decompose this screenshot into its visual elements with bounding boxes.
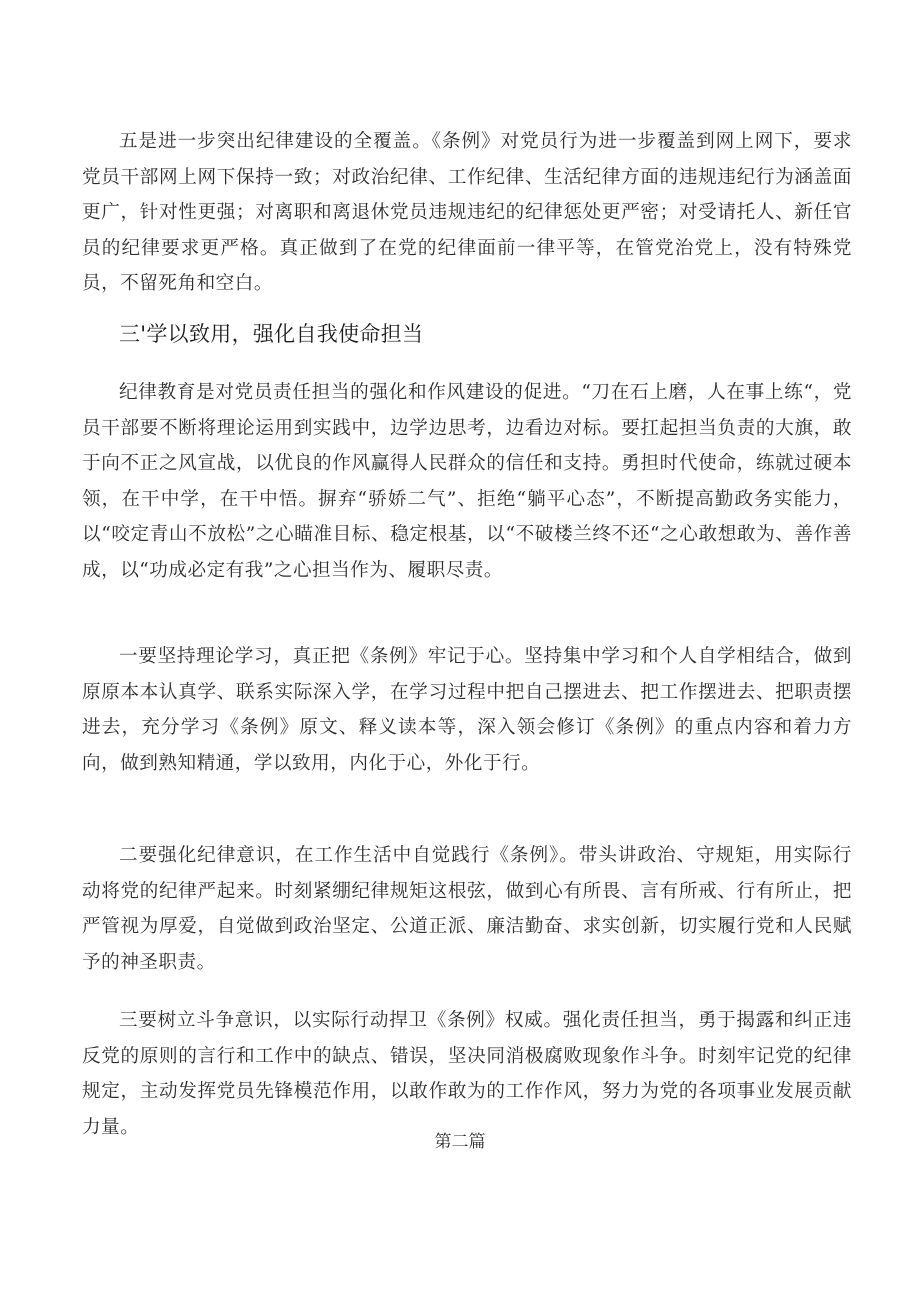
paragraph-struggle-awareness: 三要树立斗争意识，以实际行动捍卫《条例》权威。强化责任担当，勇于揭露和纠正违反党的原则的言行和工作中的缺点、错误，坚决同消极腐败现象作斗争。时刻牢记党的纪律规定，主动发挥党员先锋模范作用，以敢作敢为的工作作风，努力为党的各项事业发展贡献力量。 xyxy=(82,1010,852,1138)
paragraph-theory-study: 一要坚持理论学习，真正把《条例》牢记于心。坚持集中学习和个人自学相结合，做到原原本本认真学、联系实际深入学，在学习过程中把自己摆进去、把工作摆进去、把职责摆进去，充分学习《条例》原文、释义读本等，深入领会修订《条例》的重点内容和着力方向，做到熟知精通，学以致用，内化于心，外化于行。 xyxy=(82,646,852,774)
paragraph-full-coverage: 五是进一步突出纪律建设的全覆盖。《条例》对党员行为进一步覆盖到网上网下，要求党员干部网上网下保持一致；对政治纪律、工作纪律、生活纪律方面的违规违纪行为涵盖面更广，针对性更强；对离职和离退休党员违规违纪的纪律惩处更严密；对受请托人、新任官员的纪律要求更严格。真正做到了在党的纪律面前一律平等，在管党治党上，没有特殊党员，不留死角和空白。 xyxy=(82,131,852,295)
section-title-second-part: 第二篇 xyxy=(434,1132,486,1152)
paragraph-discipline-awareness: 二要强化纪律意识，在工作生活中自觉践行《条例》。带头讲政治、守规矩，用实际行动将党的纪律严起来。时刻紧绷纪律规矩这根弦，做到心有所畏、言有所戒、行有所止，把严管视为厚爱，自觉做到政治坚定、公道正派、廉洁勤奋、求实创新，切实履行党和人民赋予的神圣职责。 xyxy=(82,845,852,973)
paragraph-discipline-education: 纪律教育是对党员责任担当的强化和作风建设的促进。“刀在石上磨，人在事上练“，党员干部要不断将理论运用到实践中，边学边思考，边看边对标。要扛起担当负责的大旗，敢于向不正之风宣战，以优良的作风赢得人民群众的信任和支持。勇担时代使命，练就过硬本领，在干中学，在干中悟。摒弃“骄娇二气”、拒绝“躺平心态”，不断提高勤政务实能力，以“咬定青山不放松”之心瞄准目标、稳定根基，以“不破楼兰终不还“之心敢想敢为、善作善成，以“功成必定有我”之心担当作为、履职尽责。 xyxy=(82,382,852,581)
section-heading-three: 三'学以致用，强化自我使命担当 xyxy=(119,322,424,346)
